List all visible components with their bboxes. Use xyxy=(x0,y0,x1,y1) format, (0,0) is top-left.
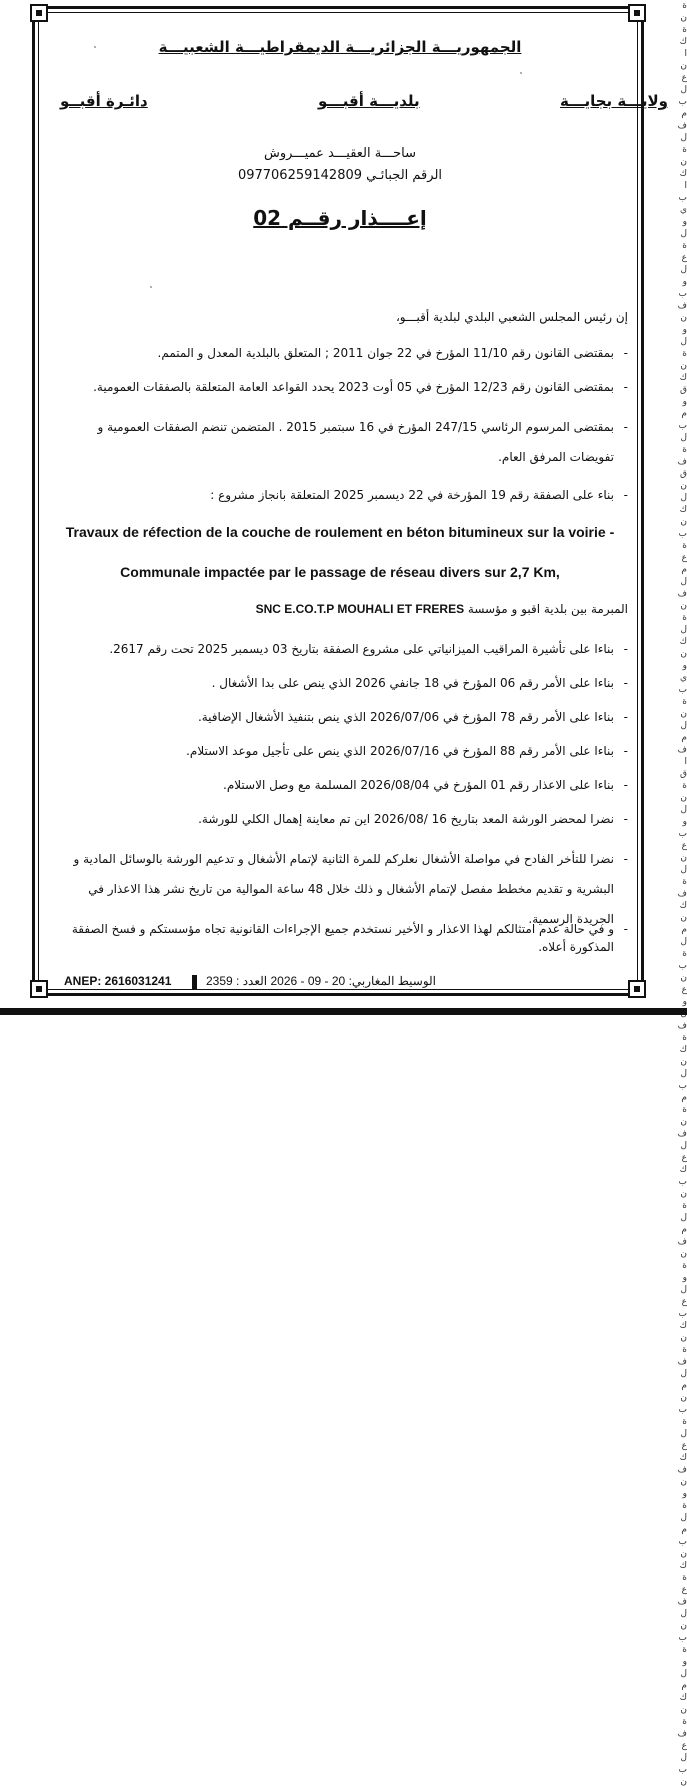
company-name: SNC E.CO.T.P MOUHALI ET FRERES xyxy=(255,602,465,616)
list-item: - بناءا على تأشيرة المراقيب الميزانياتي على مشروع الصفقة بتاريخ 03 ديسمبر 2025 تحت رقم 2617. xyxy=(60,640,628,674)
decisions-list xyxy=(60,640,628,954)
bottom-edge-bar xyxy=(0,1008,687,1015)
list-item: - بناءا على الأمر رقم 88 المؤرخ في 2026/07/16 الذي ينص على تأجيل موعد الاستلام. xyxy=(60,742,628,776)
republic-heading: الجمهوريـــة الجزائريـــة الديمقراطيـــة الشعبيـــة xyxy=(158,38,522,56)
considerations-list xyxy=(60,344,628,520)
list-item: - بمقتضى المرسوم الرئاسي 247/15 المؤرخ في 16 سبتمبر 2015 . المتضمن تنضم الصفقات العمومية و تفويضات المرفق العام. xyxy=(60,412,628,486)
list-item: - بناء على الصفقة رقم 19 المؤرخة في 22 ديسمبر 2025 المتعلقة بانجاز مشروع : xyxy=(60,486,628,520)
daira-label: دائـرة أقبــو xyxy=(60,92,148,110)
corner-ornament-top-right xyxy=(628,4,646,22)
publication-footer xyxy=(64,974,604,994)
list-item: - نضرا للتأخر الفادح في مواصلة الأشغال نعلركم للمرة الثانية لإتمام الأشغال و تدعيم الورشة بالوسائل المادية و البشرية و تقديم مخطط مفصل لإتمام الأشغال و ذلك خلال 48 ساعة الموالية من تاريخ نشر هذا الاعذار في الجريدة الرسمية. xyxy=(60,844,628,920)
list-item: - بناءا على الأمر رقم 06 المؤرخ في 18 جانفي 2026 الذي ينص على بدا الأشغال . xyxy=(60,674,628,708)
corner-ornament-top-left xyxy=(30,4,48,22)
anep-number: ANEP: 2616031241 xyxy=(64,974,172,988)
separator-bar xyxy=(192,975,197,989)
list-item: - بناءا على الاعذار رقم 01 المؤرخ في 2026/08/04 المسلمة مع وصل الاستلام. xyxy=(60,776,628,810)
scan-speckle xyxy=(520,72,522,74)
contract-prefix: المبرمة بين بلدية اقبو و مؤسسة xyxy=(467,602,628,616)
project-title-line-1: Travaux de réfection de la couche de roulement en béton bitumineux sur la voirie - xyxy=(65,524,615,540)
list-item: - و في حالة عدم امتثالكم لهذا الاعذار و الأخير نستخدم جميع الإجراءات القانونية تجاه مؤسستكم و فسخ الصفقة المذكورة أعلاه. xyxy=(60,920,628,954)
corner-ornament-bottom-right xyxy=(628,980,646,998)
issue-info: الوسيط المغاربي: 20 - 09 - 2026 العدد : 2359 xyxy=(206,974,437,988)
adjacent-page-strip: ة ن ة ك ا ن ع ل ب م ف ل ة ن ك ا ب ي و ل ة ع ل و ب ف ن و ل ة ن ك ق و م ب ل ة ف ق ن ل ك ن ب ة ع م ل ف ن ة ل ك ن و ي ب ة ن ل م ف ا ق ة ن ل و ب ع ن ل ة ف ك ن م ل ة ب ن ع و ف ة ك ن ل ب م ة ن ف ل ع ك ب ن ة ل م ف ن ة و ل ع ب ك ن ة ف ل م ن ب ة ل ع ك ف ن و ة ل م ب ن ك ة ع ف ل ن ب ة و ل م ك ن ة ف ع ل ب ن xyxy=(677,1,687,1787)
document-title: إعــــذار رقــم 02 xyxy=(253,206,427,230)
corner-ornament-bottom-left xyxy=(30,980,48,998)
list-item: - بمقتضى القانون رقم 12/23 المؤرخ في 05 أوت 2023 يحدد القواعد العامة المتعلقة بالصفقات العمومية. xyxy=(60,378,628,412)
list-item: - نضرا لمحضر الورشة المعد بتاريخ 16 /2026/08 اين تم معاينة إهمال الكلي للورشة. xyxy=(60,810,628,844)
tax-id-line: الرقم الجبائـي 097706259142809 xyxy=(237,168,443,183)
list-item: - بناءا على الأمر رقم 78 المؤرخ في 2026/07/06 الذي ينص بتنفيذ الأشغال الإضافية. xyxy=(60,708,628,742)
scan-speckle xyxy=(150,286,152,288)
intro-line: إن رئيس المجلس الشعبي البلدي لبلدية أقبـــو، xyxy=(395,310,628,324)
project-title-line-2: Communale impactée par le passage de réseau divers sur 2,7 Km, xyxy=(120,564,560,580)
contract-line xyxy=(60,602,628,616)
list-item: - بمقتضى القانون رقم 11/10 المؤرخ في 22 جوان 2011 ; المتعلق بالبلدية المعدل و المتمم. xyxy=(60,344,628,378)
wilaya-label: ولايـــة بجايـــة xyxy=(560,92,669,110)
address-line: ساحـــة العقيـــد عميـــروش xyxy=(263,146,417,161)
municipality-label: بلديـــة أقبـــو xyxy=(318,92,420,110)
